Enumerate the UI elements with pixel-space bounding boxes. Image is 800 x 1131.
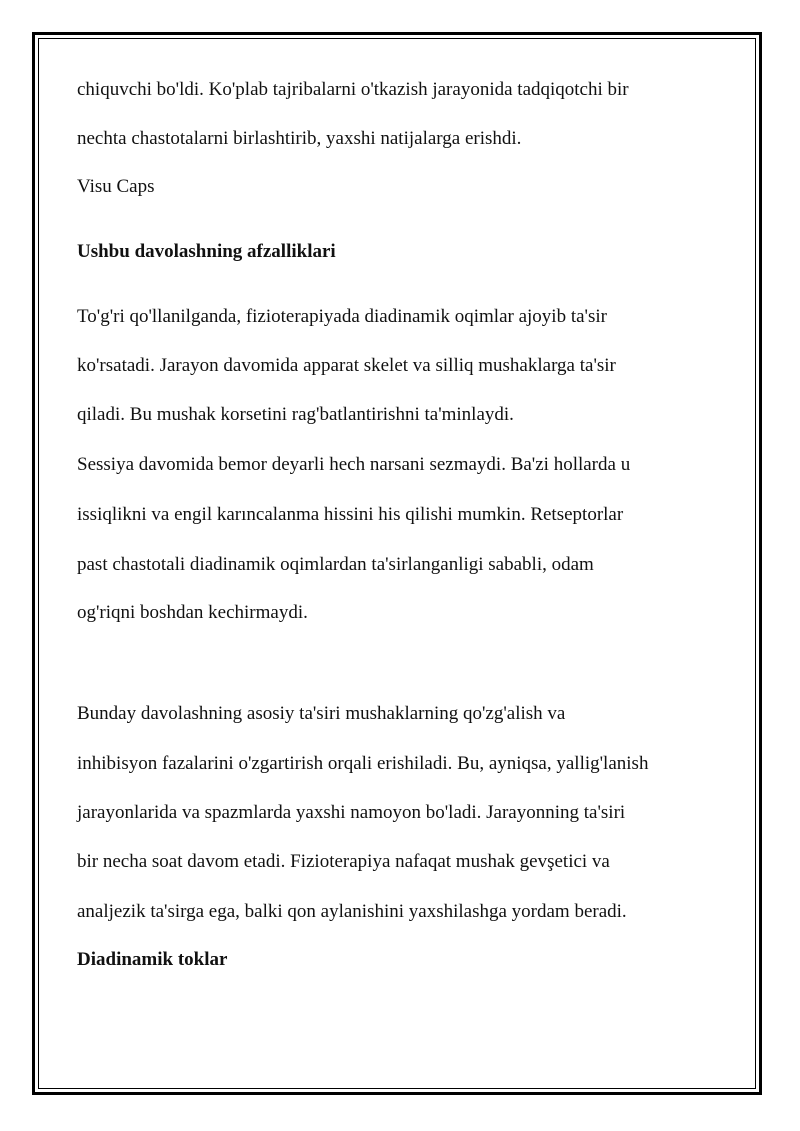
text-line: Visu Caps bbox=[77, 176, 155, 197]
text-line: jarayonlarida va spazmlarda yaxshi namoyon bo'ladi. Jarayonning ta'siri bbox=[77, 802, 626, 823]
text-line: past chastotali diadinamik oqimlardan ta'sirlanganligi sababli, odam bbox=[77, 554, 594, 575]
text-line: bir necha soat davom etadi. Fizioterapiya nafaqat mushak gevşetici va bbox=[77, 851, 610, 872]
text-line: Bunday davolashning asosiy ta'siri mushaklarning qo'zg'alish va bbox=[77, 703, 566, 724]
text-line: issiqlikni va engil karıncalanma hissini his qilishi mumkin. Retseptorlar bbox=[77, 504, 624, 525]
text-line: analjezik ta'sirga ega, balki qon aylanishini yaxshilashga yordam beradi. bbox=[77, 901, 627, 922]
text-line: nechta chastotalarni birlashtirib, yaxshi natijalarga erishdi. bbox=[77, 128, 522, 149]
text-line: inhibisyon fazalarini o'zgartirish orqali erishiladi. Bu, ayniqsa, yallig'lanish bbox=[77, 753, 649, 774]
text-line: qiladi. Bu mushak korsetini rag'batlantirishni ta'minlaydi. bbox=[77, 404, 514, 425]
text-line: ko'rsatadi. Jarayon davomida apparat skelet va silliq mushaklarga ta'sir bbox=[77, 355, 616, 376]
text-line: To'g'ri qo'llanilganda, fizioterapiyada diadinamik oqimlar ajoyib ta'sir bbox=[77, 306, 607, 327]
section-heading-diadynamic-currents: Diadinamik toklar bbox=[77, 949, 228, 970]
text-line: Sessiya davomida bemor deyarli hech narsani sezmaydi. Ba'zi hollarda u bbox=[77, 454, 631, 475]
text-line: chiquvchi bo'ldi. Ko'plab tajribalarni o'tkazish jarayonida tadqiqotchi bir bbox=[77, 79, 629, 100]
text-line: og'riqni boshdan kechirmaydi. bbox=[77, 602, 308, 623]
section-heading-advantages: Ushbu davolashning afzalliklari bbox=[77, 241, 336, 262]
